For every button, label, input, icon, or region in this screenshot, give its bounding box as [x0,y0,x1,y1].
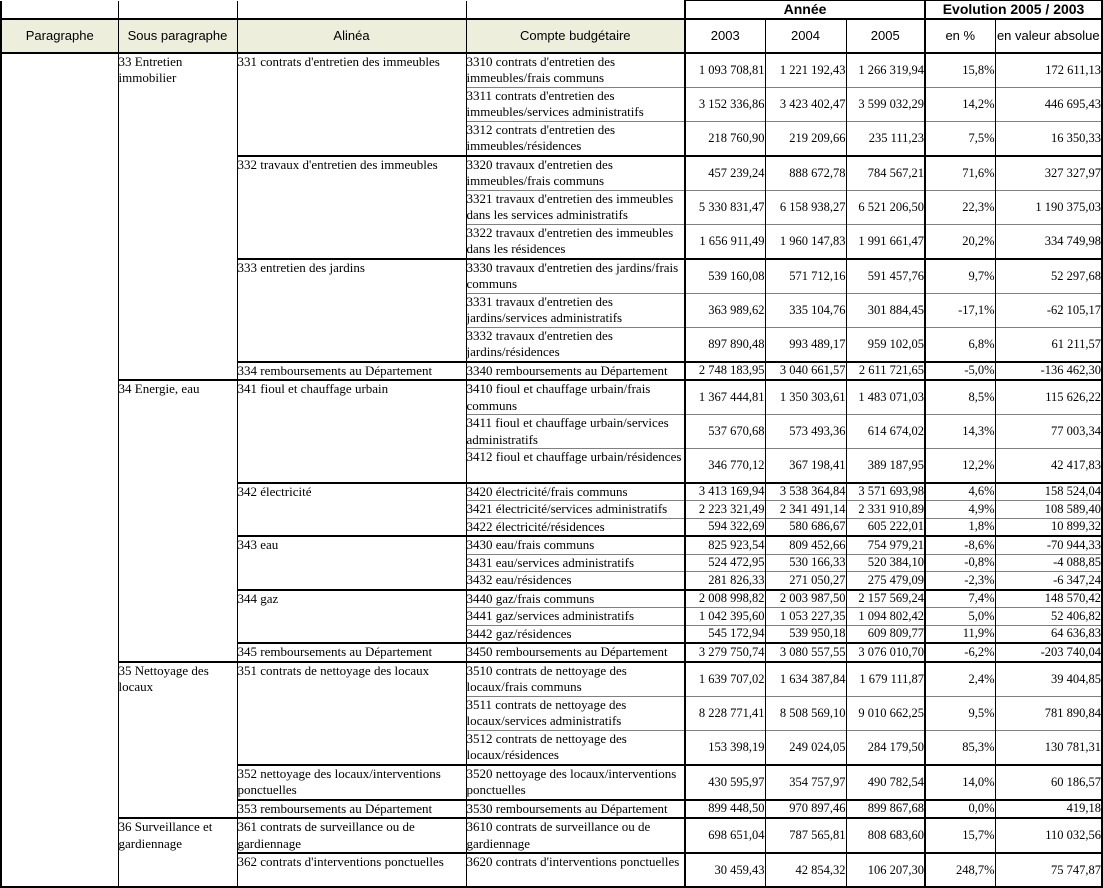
cell-compte-budgetaire: 3511 contrats de nettoyage des locaux/services administratifs [466,696,685,730]
cell-evolution-pct: 9,7% [925,259,995,294]
cell-evolution-pct: 7,4% [925,590,995,608]
cell-2004: 539 950,18 [765,625,846,643]
cell-compte-budgetaire: 3432 eau/résidences [466,572,685,590]
cell-evolution-abs: 77 003,34 [995,415,1102,449]
cell-2005: 959 102,05 [846,327,925,362]
cell-2004: 809 452,66 [765,536,846,554]
cell-evolution-pct: 85,3% [925,730,995,765]
cell-2004: 3 423 402,47 [765,87,846,121]
cell-compte-budgetaire: 3410 fioul et chauffage urbain/frais communs [466,380,685,415]
cell-compte-budgetaire: 3340 remboursements au Département [466,362,685,381]
annee-group-header: Année [685,1,925,19]
cell-evolution-abs: 52 297,68 [995,259,1102,294]
table-row [1,380,1102,415]
cell-2004: 271 050,27 [765,572,846,590]
cell-2004: 1 960 147,83 [765,224,846,259]
cell-compte-budgetaire: 3442 gaz/résidences [466,625,685,643]
cell-alinea: 342 électricité [237,483,466,537]
cell-2003: 153 398,19 [685,730,765,765]
cell-2005: 275 479,09 [846,572,925,590]
cell-2005: 754 979,21 [846,536,925,554]
cell-2004: 42 854,32 [765,853,846,887]
cell-2005: 284 179,50 [846,730,925,765]
cell-2004: 2 341 491,14 [765,501,846,519]
cell-alinea: 331 contrats d'entretien des immeubles [237,53,466,156]
cell-2004: 3 040 661,57 [765,362,846,381]
cell-evolution-pct: 9,5% [925,696,995,730]
cell-2004: 888 672,78 [765,156,846,191]
cell-evolution-abs: 10 899,32 [995,518,1102,536]
cell-2005: 1 094 802,42 [846,608,925,626]
cell-2003: 594 322,69 [685,518,765,536]
cell-evolution-abs: 334 749,98 [995,224,1102,259]
cell-compte-budgetaire: 3330 travaux d'entretien des jardins/frais communs [466,259,685,294]
cell-2005: 3 571 693,98 [846,483,925,501]
cell-2004: 1 634 387,84 [765,662,846,697]
cell-compte-budgetaire: 3431 eau/services administratifs [466,554,685,572]
cell-evolution-pct: 4,9% [925,501,995,519]
cell-2004: 1 053 227,35 [765,608,846,626]
table-row [1,662,1102,697]
cell-evolution-pct: -2,3% [925,572,995,590]
col-header-paragraphe: Paragraphe [1,19,118,53]
cell-2004: 970 897,46 [765,800,846,819]
cell-2003: 3 152 336,86 [685,87,765,121]
cell-2005: 609 809,77 [846,625,925,643]
cell-evolution-abs: 64 636,83 [995,625,1102,643]
cell-compte-budgetaire: 3411 fioul et chauffage urbain/services administratifs [466,415,685,449]
cell-evolution-abs: 61 211,57 [995,327,1102,362]
cell-2003: 218 760,90 [685,121,765,156]
cell-evolution-abs: -62 105,17 [995,293,1102,327]
cell-2005: 2 157 569,24 [846,590,925,608]
cell-evolution-abs: 42 417,83 [995,449,1102,483]
cell-evolution-abs: 130 781,31 [995,730,1102,765]
cell-sous-paragraphe: 36 Surveillance et gardiennage [118,818,237,887]
cell-compte-budgetaire: 3420 électricité/frais communs [466,483,685,501]
table-row [1,818,1102,853]
table-row [1,53,1102,88]
cell-2005: 6 521 206,50 [846,190,925,224]
cell-evolution-pct: 12,2% [925,449,995,483]
cell-evolution-pct: 20,2% [925,224,995,259]
cell-2003: 281 826,33 [685,572,765,590]
cell-2005: 899 867,68 [846,800,925,819]
cell-compte-budgetaire: 3440 gaz/frais communs [466,590,685,608]
cell-alinea: 343 eau [237,536,466,590]
cell-2003: 3 279 750,74 [685,643,765,662]
cell-evolution-abs: 446 695,43 [995,87,1102,121]
cell-evolution-abs: 781 890,84 [995,696,1102,730]
cell-evolution-abs: 158 524,04 [995,483,1102,501]
cell-2005: 591 457,76 [846,259,925,294]
cell-2005: 235 111,23 [846,121,925,156]
cell-evolution-abs: 75 747,87 [995,853,1102,887]
cell-compte-budgetaire: 3412 fioul et chauffage urbain/résidences [466,449,685,483]
cell-compte-budgetaire: 3520 nettoyage des locaux/interventions ponctuelles [466,765,685,800]
cell-2003: 537 670,68 [685,415,765,449]
cell-2005: 1 483 071,03 [846,380,925,415]
cell-2004: 3 080 557,55 [765,643,846,662]
cell-2003: 363 989,62 [685,293,765,327]
cell-compte-budgetaire: 3320 travaux d'entretien des immeubles/frais communs [466,156,685,191]
cell-2004: 367 198,41 [765,449,846,483]
cell-alinea: 332 travaux d'entretien des immeubles [237,156,466,259]
cell-evolution-pct: 1,8% [925,518,995,536]
cell-2003: 825 923,54 [685,536,765,554]
cell-evolution-abs: -70 944,33 [995,536,1102,554]
cell-2004: 6 158 938,27 [765,190,846,224]
cell-2004: 8 508 569,10 [765,696,846,730]
cell-2005: 2 331 910,89 [846,501,925,519]
cell-evolution-pct: 6,8% [925,327,995,362]
cell-compte-budgetaire: 3312 contrats d'entretien des immeubles/résidences [466,121,685,156]
cell-evolution-pct: 22,3% [925,190,995,224]
cell-evolution-pct: 248,7% [925,853,995,887]
cell-compte-budgetaire: 3430 eau/frais communs [466,536,685,554]
cell-2003: 1 656 911,49 [685,224,765,259]
cell-compte-budgetaire: 3331 travaux d'entretien des jardins/services administratifs [466,293,685,327]
col-header-compte-budgetaire: Compte budgétaire [466,19,685,53]
cell-2004: 787 565,81 [765,818,846,853]
cell-alinea: 345 remboursements au Département [237,643,466,662]
cell-alinea: 334 remboursements au Département [237,362,466,381]
cell-evolution-pct: 5,0% [925,608,995,626]
cell-evolution-pct: -8,6% [925,536,995,554]
cell-sous-paragraphe: 35 Nettoyage des locaux [118,662,237,819]
ghost-cell [1,1,118,19]
cell-evolution-abs: 172 611,13 [995,53,1102,88]
col-header-2004: 2004 [765,19,846,53]
cell-evolution-abs: 39 404,85 [995,662,1102,697]
cell-2003: 1 093 708,81 [685,53,765,88]
cell-evolution-abs: 419,18 [995,800,1102,819]
cell-2004: 3 538 364,84 [765,483,846,501]
cell-2005: 1 266 319,94 [846,53,925,88]
table-header [1,1,1102,53]
evolution-group-header: Evolution 2005 / 2003 [925,1,1102,19]
cell-2004: 249 024,05 [765,730,846,765]
col-header-sous-paragraphe: Sous paragraphe [118,19,237,53]
cell-evolution-abs: 327 327,97 [995,156,1102,191]
cell-2003: 524 472,95 [685,554,765,572]
cell-2003: 545 172,94 [685,625,765,643]
cell-compte-budgetaire: 3321 travaux d'entretien des immeubles dans les services administratifs [466,190,685,224]
cell-evolution-abs: 148 570,42 [995,590,1102,608]
cell-2003: 899 448,50 [685,800,765,819]
cell-2005: 784 567,21 [846,156,925,191]
cell-evolution-pct: -17,1% [925,293,995,327]
group-header-row [1,1,1102,19]
cell-2003: 897 890,48 [685,327,765,362]
cell-alinea: 333 entretien des jardins [237,259,466,362]
cell-alinea: 353 remboursements au Département [237,800,466,819]
cell-compte-budgetaire: 3450 remboursements au Département [466,643,685,662]
cell-2004: 573 493,36 [765,415,846,449]
cell-2005: 3 599 032,29 [846,87,925,121]
ghost-cell [118,1,237,19]
cell-evolution-pct: 4,6% [925,483,995,501]
col-header-alinea: Alinéa [237,19,466,53]
cell-evolution-abs: 52 406,82 [995,608,1102,626]
cell-compte-budgetaire: 3311 contrats d'entretien des immeubles/services administratifs [466,87,685,121]
cell-compte-budgetaire: 3322 travaux d'entretien des immeubles dans les résidences [466,224,685,259]
cell-2005: 2 611 721,65 [846,362,925,381]
cell-compte-budgetaire: 3620 contrats d'interventions ponctuelles [466,853,685,887]
cell-evolution-pct: 71,6% [925,156,995,191]
ghost-cell [237,1,466,19]
cell-evolution-pct: 15,7% [925,818,995,853]
cell-2003: 346 770,12 [685,449,765,483]
cell-2004: 335 104,76 [765,293,846,327]
cell-2004: 571 712,16 [765,259,846,294]
cell-2003: 1 367 444,81 [685,380,765,415]
cell-2005: 389 187,95 [846,449,925,483]
cell-2005: 808 683,60 [846,818,925,853]
cell-2003: 457 239,24 [685,156,765,191]
cell-2003: 8 228 771,41 [685,696,765,730]
cell-compte-budgetaire: 3421 électricité/services administratifs [466,501,685,519]
cell-2003: 2 223 321,49 [685,501,765,519]
cell-evolution-abs: -6 347,24 [995,572,1102,590]
cell-alinea: 351 contrats de nettoyage des locaux [237,662,466,765]
cell-evolution-pct: 7,5% [925,121,995,156]
cell-compte-budgetaire: 3422 électricité/résidences [466,518,685,536]
cell-2004: 1 221 192,43 [765,53,846,88]
cell-evolution-abs: -136 462,30 [995,362,1102,381]
cell-2005: 490 782,54 [846,765,925,800]
cell-evolution-pct: 8,5% [925,380,995,415]
cell-paragraphe [1,53,118,888]
ghost-cell [466,1,685,19]
cell-2003: 539 160,08 [685,259,765,294]
cell-evolution-pct: 14,0% [925,765,995,800]
cell-evolution-abs: -4 088,85 [995,554,1102,572]
cell-evolution-pct: 0,0% [925,800,995,819]
cell-alinea: 341 fioul et chauffage urbain [237,380,466,483]
cell-2005: 1 679 111,87 [846,662,925,697]
cell-evolution-abs: 110 032,56 [995,818,1102,853]
column-header-row [1,19,1102,53]
cell-compte-budgetaire: 3530 remboursements au Département [466,800,685,819]
cell-2003: 3 413 169,94 [685,483,765,501]
cell-2005: 520 384,10 [846,554,925,572]
cell-evolution-pct: 15,8% [925,53,995,88]
cell-2003: 30 459,43 [685,853,765,887]
cell-evolution-abs: -203 740,04 [995,643,1102,662]
cell-alinea: 362 contrats d'interventions ponctuelles [237,853,466,887]
cell-2003: 430 595,97 [685,765,765,800]
cell-2005: 106 207,30 [846,853,925,887]
cell-2005: 301 884,45 [846,293,925,327]
cell-2003: 5 330 831,47 [685,190,765,224]
cell-2004: 530 166,33 [765,554,846,572]
cell-alinea: 352 nettoyage des locaux/interventions ponctuelles [237,765,466,800]
cell-compte-budgetaire: 3510 contrats de nettoyage des locaux/frais communs [466,662,685,697]
cell-evolution-abs: 1 190 375,03 [995,190,1102,224]
cell-2004: 219 209,66 [765,121,846,156]
cell-2005: 614 674,02 [846,415,925,449]
cell-sous-paragraphe: 34 Energie, eau [118,380,237,662]
cell-evolution-pct: 14,3% [925,415,995,449]
cell-2003: 1 639 707,02 [685,662,765,697]
cell-2003: 698 651,04 [685,818,765,853]
cell-2005: 605 222,01 [846,518,925,536]
cell-evolution-pct: -5,0% [925,362,995,381]
table-body [1,53,1102,888]
cell-2004: 580 686,67 [765,518,846,536]
cell-compte-budgetaire: 3610 contrats de surveillance ou de gardiennage [466,818,685,853]
col-header-2003: 2003 [685,19,765,53]
cell-evolution-abs: 115 626,22 [995,380,1102,415]
cell-evolution-pct: -0,8% [925,554,995,572]
cell-2005: 9 010 662,25 [846,696,925,730]
col-header-evolution-abs: en valeur absolue [995,19,1102,53]
cell-compte-budgetaire: 3512 contrats de nettoyage des locaux/résidences [466,730,685,765]
cell-evolution-abs: 60 186,57 [995,765,1102,800]
cell-2005: 3 076 010,70 [846,643,925,662]
cell-2004: 2 003 987,50 [765,590,846,608]
cell-2004: 993 489,17 [765,327,846,362]
cell-evolution-pct: 14,2% [925,87,995,121]
cell-2004: 354 757,97 [765,765,846,800]
cell-2003: 1 042 395,60 [685,608,765,626]
cell-evolution-pct: 11,9% [925,625,995,643]
cell-evolution-abs: 16 350,33 [995,121,1102,156]
cell-2005: 1 991 661,47 [846,224,925,259]
cell-evolution-pct: 2,4% [925,662,995,697]
cell-evolution-abs: 108 589,40 [995,501,1102,519]
cell-2003: 2 008 998,82 [685,590,765,608]
cell-alinea: 361 contrats de surveillance ou de gardiennage [237,818,466,853]
cell-sous-paragraphe: 33 Entretien immobilier [118,53,237,381]
cell-compte-budgetaire: 3310 contrats d'entretien des immeubles/frais communs [466,53,685,88]
cell-compte-budgetaire: 3441 gaz/services administratifs [466,608,685,626]
cell-compte-budgetaire: 3332 travaux d'entretien des jardins/résidences [466,327,685,362]
cell-2003: 2 748 183,95 [685,362,765,381]
cell-2004: 1 350 303,61 [765,380,846,415]
col-header-evolution-pct: en % [925,19,995,53]
col-header-2005: 2005 [846,19,925,53]
cell-evolution-pct: -6,2% [925,643,995,662]
cell-alinea: 344 gaz [237,590,466,644]
